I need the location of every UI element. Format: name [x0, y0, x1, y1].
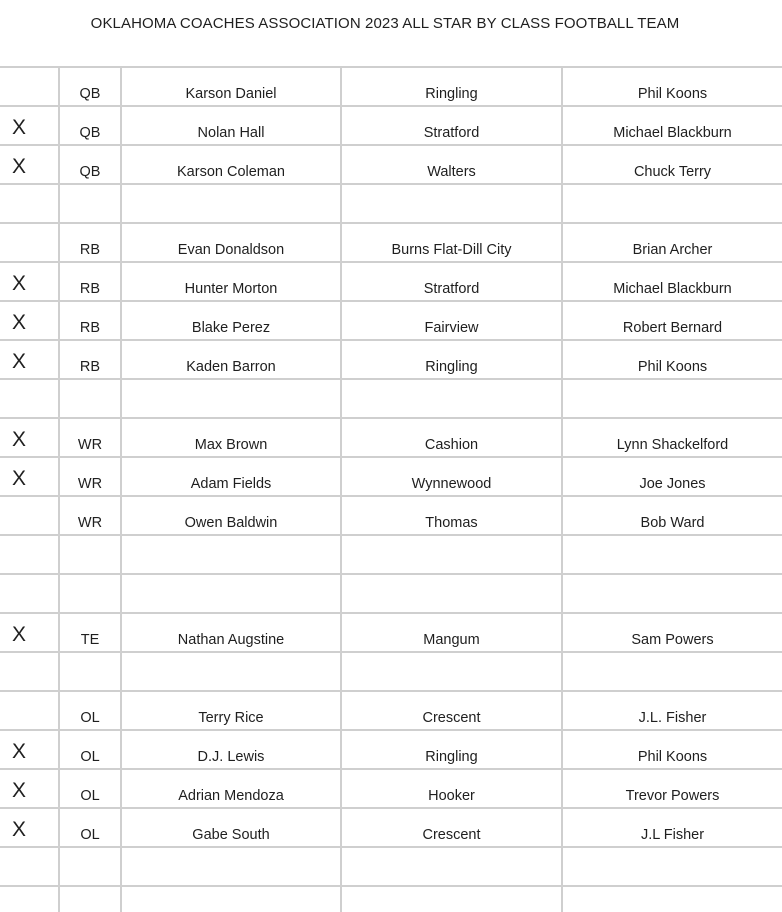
- selection-mark: X: [0, 614, 60, 651]
- table-row: [0, 846, 782, 885]
- player-name-cell: Evan Donaldson: [122, 224, 342, 261]
- player-name-cell: D.J. Lewis: [122, 731, 342, 768]
- school-cell: [342, 575, 563, 612]
- coach-cell: Bob Ward: [640, 515, 705, 531]
- coach-cell: Phil Koons: [637, 749, 708, 765]
- position-cell: WR: [60, 458, 122, 495]
- player-name-cell: Hunter Morton: [122, 263, 342, 300]
- coach-cell: [563, 575, 782, 612]
- selection-mark: X: [0, 770, 60, 807]
- player-name-cell: Max Brown: [122, 419, 342, 456]
- player-name-cell: [122, 575, 342, 612]
- position-cell: QB: [60, 146, 122, 183]
- school-cell: Ringling: [342, 341, 563, 378]
- table-row: [0, 651, 782, 690]
- school-cell: [342, 380, 563, 417]
- coach-cell: Michael Blackburn: [613, 281, 732, 297]
- table-row: [0, 885, 782, 912]
- player-name-cell: [122, 185, 342, 222]
- table-row: [0, 222, 782, 261]
- selection-mark: [0, 68, 60, 105]
- selection-mark: X: [0, 107, 60, 144]
- table-row: [0, 300, 782, 339]
- player-name-cell: Nathan Augstine: [122, 614, 342, 651]
- position-cell: RB: [60, 302, 122, 339]
- position-cell: WR: [60, 497, 122, 534]
- position-cell: TE: [60, 614, 122, 651]
- selection-mark: [0, 497, 60, 534]
- player-name-cell: Terry Rice: [122, 692, 342, 729]
- school-cell: Fairview: [342, 302, 563, 339]
- coach-cell: Robert Bernard: [622, 320, 723, 336]
- coach-cell: [563, 887, 782, 912]
- player-name-cell: [122, 536, 342, 573]
- table-row: [0, 534, 782, 573]
- player-name-cell: Owen Baldwin: [122, 497, 342, 534]
- player-name-cell: Blake Perez: [122, 302, 342, 339]
- school-cell: Wynnewood: [342, 458, 563, 495]
- school-cell: Burns Flat-Dill City: [342, 224, 563, 261]
- position-cell: [60, 575, 122, 612]
- table-row: [0, 690, 782, 729]
- coach-cell: [563, 653, 782, 690]
- player-name-cell: [122, 848, 342, 885]
- position-cell: WR: [60, 419, 122, 456]
- coach-cell: Phil Koons: [637, 86, 708, 102]
- coach-cell: Phil Koons: [637, 359, 708, 375]
- coach-cell: J.L Fisher: [640, 827, 705, 843]
- school-cell: Crescent: [342, 692, 563, 729]
- table-row: [0, 105, 782, 144]
- table-row: [0, 573, 782, 612]
- selection-mark: [0, 380, 60, 417]
- table-row: [0, 495, 782, 534]
- player-name-cell: Karson Daniel: [122, 68, 342, 105]
- selection-mark: [0, 887, 60, 912]
- school-cell: Hooker: [342, 770, 563, 807]
- selection-mark: X: [0, 146, 60, 183]
- school-cell: Crescent: [342, 809, 563, 846]
- roster-table: [0, 66, 782, 912]
- position-cell: [60, 848, 122, 885]
- player-name-cell: Nolan Hall: [122, 107, 342, 144]
- position-cell: RB: [60, 341, 122, 378]
- table-row: [0, 378, 782, 417]
- school-cell: [342, 887, 563, 912]
- coach-cell: [563, 380, 782, 417]
- selection-mark: [0, 536, 60, 573]
- table-row: [0, 456, 782, 495]
- table-row: [0, 183, 782, 222]
- document-title: OKLAHOMA COACHES ASSOCIATION 2023 ALL STAR BY CLASS FOOTBALL TEAM: [90, 15, 680, 32]
- school-cell: Ringling: [342, 731, 563, 768]
- selection-mark: X: [0, 731, 60, 768]
- coach-cell: J.L. Fisher: [638, 710, 707, 726]
- player-name-cell: Adam Fields: [122, 458, 342, 495]
- position-cell: OL: [60, 692, 122, 729]
- table-row: [0, 807, 782, 846]
- table-row: [0, 66, 782, 105]
- coach-cell: [563, 185, 782, 222]
- table-row: [0, 768, 782, 807]
- coach-cell: [563, 848, 782, 885]
- coach-cell: Michael Blackburn: [613, 125, 732, 141]
- school-cell: [342, 848, 563, 885]
- table-row: [0, 144, 782, 183]
- position-cell: [60, 380, 122, 417]
- player-name-cell: [122, 380, 342, 417]
- school-cell: [342, 185, 563, 222]
- position-cell: [60, 887, 122, 912]
- position-cell: [60, 653, 122, 690]
- school-cell: Mangum: [342, 614, 563, 651]
- selection-mark: [0, 692, 60, 729]
- coach-cell: Chuck Terry: [633, 164, 712, 180]
- selection-mark: [0, 575, 60, 612]
- coach-cell: Lynn Shackelford: [616, 437, 729, 453]
- position-cell: RB: [60, 224, 122, 261]
- coach-cell: Brian Archer: [632, 242, 713, 258]
- position-cell: OL: [60, 770, 122, 807]
- school-cell: Cashion: [342, 419, 563, 456]
- position-cell: QB: [60, 107, 122, 144]
- position-cell: OL: [60, 809, 122, 846]
- school-cell: Ringling: [342, 68, 563, 105]
- position-cell: RB: [60, 263, 122, 300]
- selection-mark: X: [0, 809, 60, 846]
- position-cell: OL: [60, 731, 122, 768]
- selection-mark: [0, 224, 60, 261]
- player-name-cell: Gabe South: [122, 809, 342, 846]
- player-name-cell: Karson Coleman: [122, 146, 342, 183]
- school-cell: Stratford: [342, 107, 563, 144]
- position-cell: [60, 185, 122, 222]
- player-name-cell: [122, 887, 342, 912]
- coach-cell: Sam Powers: [631, 632, 714, 648]
- school-cell: Stratford: [342, 263, 563, 300]
- position-cell: QB: [60, 68, 122, 105]
- table-row: [0, 261, 782, 300]
- table-row: [0, 417, 782, 456]
- school-cell: [342, 536, 563, 573]
- selection-mark: X: [0, 341, 60, 378]
- school-cell: Walters: [342, 146, 563, 183]
- table-row: [0, 339, 782, 378]
- selection-mark: [0, 848, 60, 885]
- selection-mark: [0, 653, 60, 690]
- selection-mark: X: [0, 263, 60, 300]
- selection-mark: X: [0, 458, 60, 495]
- selection-mark: [0, 185, 60, 222]
- player-name-cell: Kaden Barron: [122, 341, 342, 378]
- selection-mark: X: [0, 419, 60, 456]
- player-name-cell: [122, 653, 342, 690]
- position-cell: [60, 536, 122, 573]
- selection-mark: X: [0, 302, 60, 339]
- table-row: [0, 612, 782, 651]
- coach-cell: [563, 536, 782, 573]
- coach-cell: Trevor Powers: [625, 788, 720, 804]
- school-cell: [342, 653, 563, 690]
- player-name-cell: Adrian Mendoza: [122, 770, 342, 807]
- coach-cell: Joe Jones: [639, 476, 706, 492]
- school-cell: Thomas: [342, 497, 563, 534]
- table-row: [0, 729, 782, 768]
